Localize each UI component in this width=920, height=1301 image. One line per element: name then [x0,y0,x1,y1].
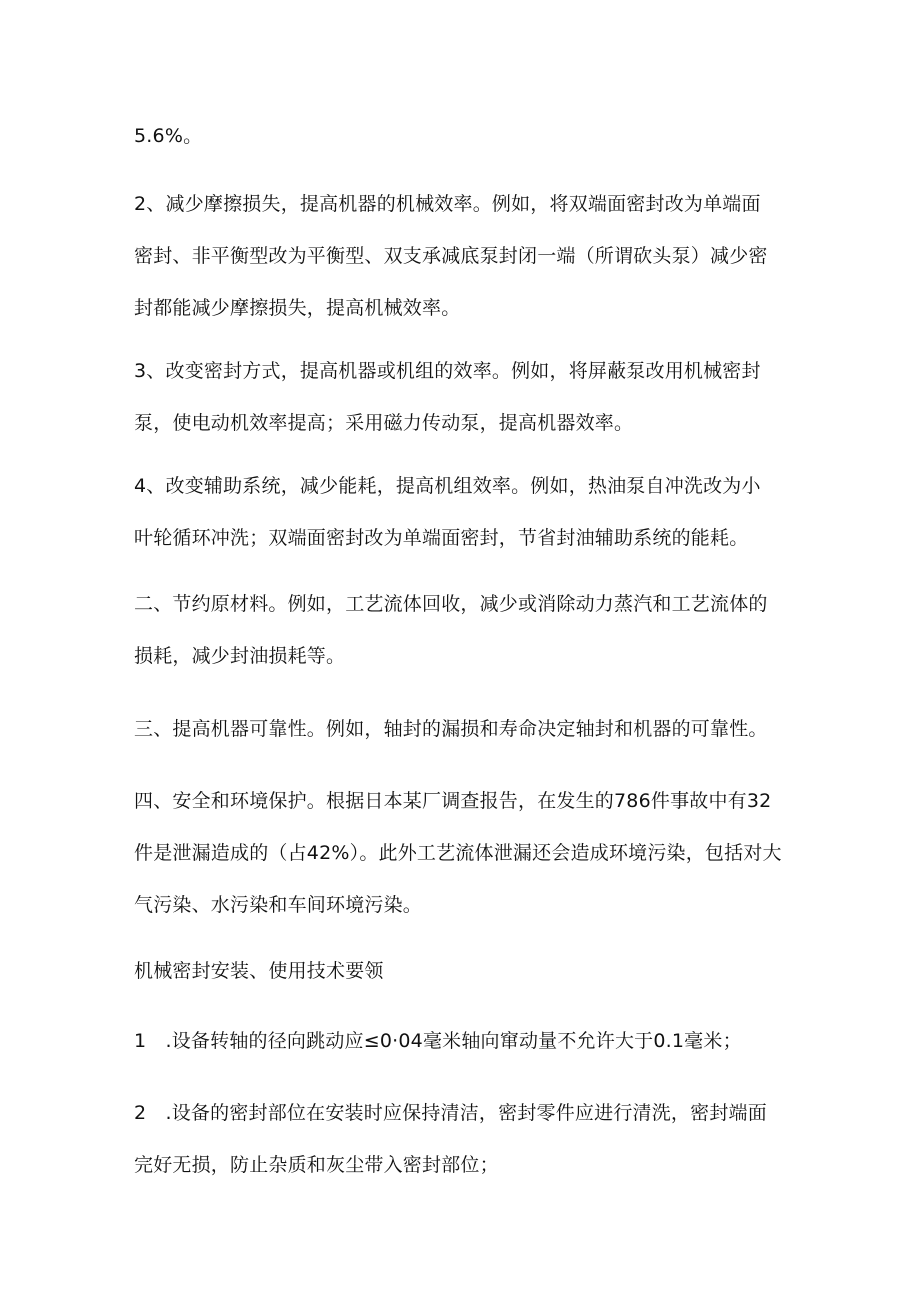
text-line: 二、节约原材料。例如，工艺流体回收，减少或消除动力蒸汽和工艺流体的 [134,593,768,615]
list-item-shaft-runout [134,1015,814,1067]
text-line: 密封、非平衡型改为平衡型、双支承减底泵封闭一端（所谓砍头泵）减少密 [134,245,768,267]
text-line: 完好无损，防止杂质和灰尘带入密封部位； [134,1154,499,1176]
text-line: 泵，使电动机效率提高；采用磁力传动泵，提高机器效率。 [134,412,634,434]
text-line: 损耗，减少封油损耗等。 [134,645,346,667]
text-line: 封都能减少摩擦损失，提高机械效率。 [134,297,461,319]
text-line: 1 .设备转轴的径向跳动应≤0·04毫米轴向窜动量不允许大于0.1毫米； [134,1030,742,1052]
list-item-cleanliness [134,1087,814,1191]
paragraph-reduce-friction [134,178,814,334]
text-line: 2 .设备的密封部位在安装时应保持清洁，密封零件应进行清洗，密封端面 [134,1102,767,1124]
text-line: 件是泄漏造成的（占42%）。此外工艺流体泄漏还会造成环境污染，包括对大 [134,842,782,864]
text-line: 2、减少摩擦损失，提高机器的机械效率。例如，将双端面密封改为单端面 [134,193,761,215]
text-line: 叶轮循环冲洗；双端面密封改为单端面密封，节省封油辅助系统的能耗。 [134,527,749,549]
text-line: 4、改变辅助系统，减少能耗，提高机组效率。例如，热油泵自冲洗改为小 [134,475,761,497]
text-line: 机械密封安装、使用技术要领 [134,960,384,982]
text-line: 气污染、水污染和车间环境污染。 [134,894,423,916]
text-line: 3、改变密封方式，提高机器或机组的效率。例如，将屏蔽泵改用机械密封 [134,360,761,382]
paragraph-change-seal-method [134,345,814,449]
paragraph-auxiliary-system [134,460,814,564]
paragraph-save-materials [134,578,814,682]
section-heading [134,945,814,997]
text-line: 四、安全和环境保护。根据日本某厂调查报告，在发生的786件事故中有32 [134,790,772,812]
text-line: 5.6%。 [134,125,203,147]
text-line: 三、提高机器可靠性。例如，轴封的漏损和寿命决定轴封和机器的可靠性。 [134,718,768,740]
paragraph-safety-environment [134,775,814,931]
paragraph-efficiency-figure [134,110,814,162]
paragraph-reliability [134,703,814,755]
